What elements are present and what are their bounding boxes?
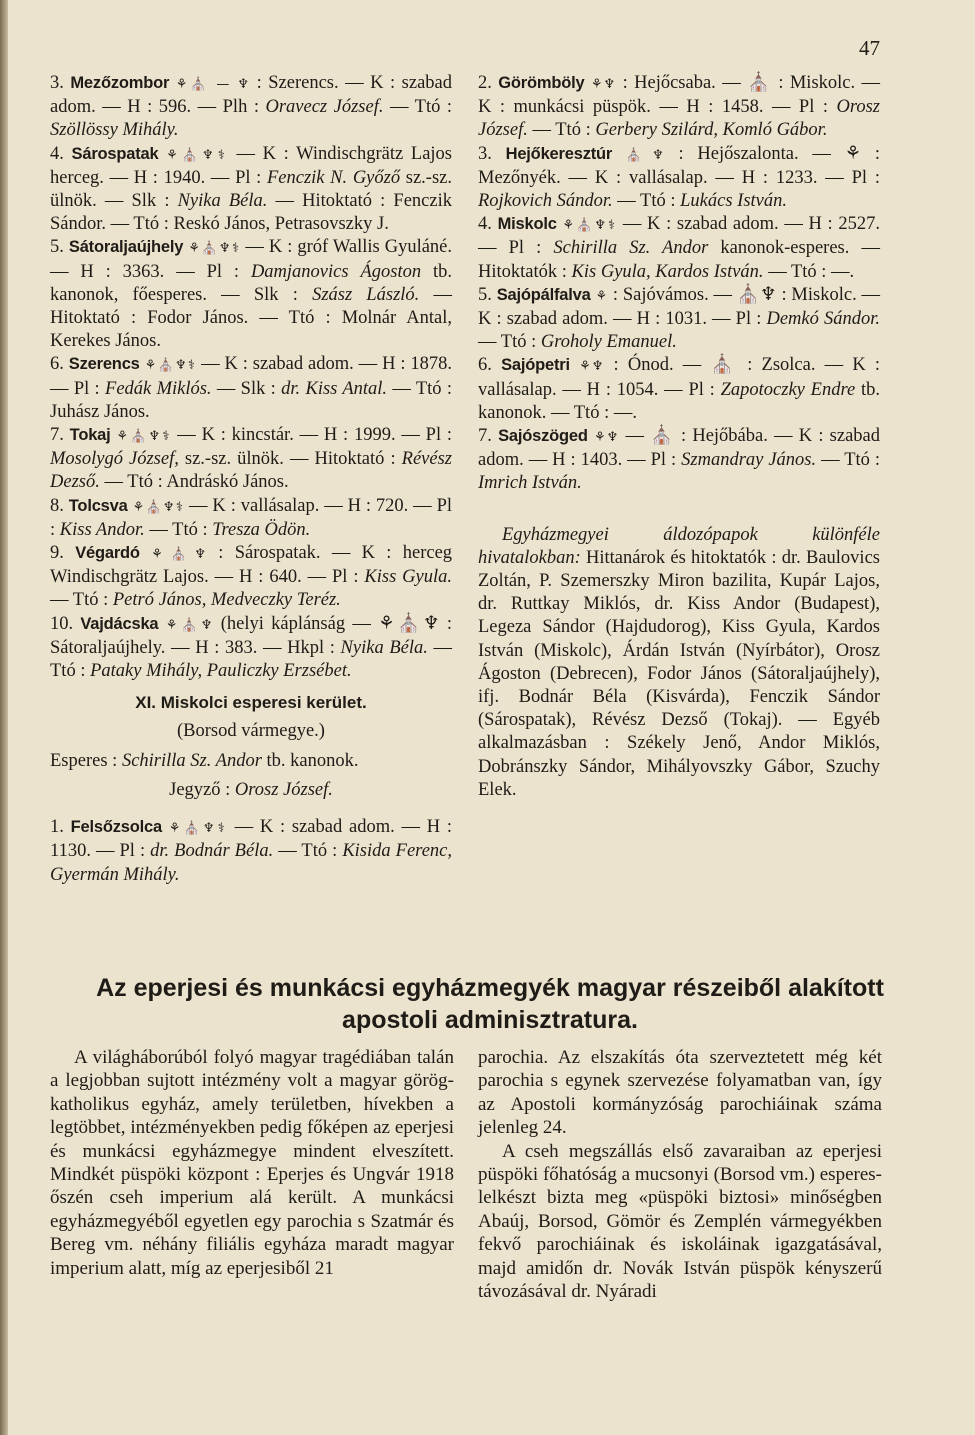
section-subtitle: (Borsod vármegye.) <box>177 721 325 742</box>
parish-name: Görömböly <box>498 74 585 92</box>
entry-number: 7. <box>478 426 492 447</box>
entry-number: 9. <box>50 543 64 564</box>
entry-number: 3. <box>50 73 64 93</box>
article-heading-line1: Az eperjesi és munkácsi egyházmegyék magyar részeiből alakított <box>96 974 884 1002</box>
entry-number: 8. <box>50 495 64 516</box>
entry-italic-name-2: Szöllössy Mihály. <box>50 120 179 141</box>
entry-text-tail: — Ttó : —. <box>763 261 855 282</box>
entry-text-mid: — Slk : <box>211 378 282 399</box>
article-heading-line2: apostoli adminisztratura. <box>342 1006 638 1034</box>
entry-italic-name-2: Tresza Ödön. <box>212 519 311 540</box>
parish-name: Végardó <box>75 544 140 563</box>
entry-text: : Ónod. — ⛪ : Zsolca. — K : vallásalap. — H : 1054. — Pl : <box>478 355 881 400</box>
parish-name: Szerencs <box>68 355 140 374</box>
parish-symbols: ⚘ <box>595 288 609 304</box>
entry-text-mid: — Ttó : <box>273 841 343 862</box>
parish-entry <box>50 542 452 613</box>
entry-text: — K : szabad adom. — H : 1878. — Pl : <box>50 354 453 399</box>
entry-italic-name-2: Imrich István. <box>478 473 582 494</box>
entry-italic-name: Kiss Gyula. <box>364 567 453 588</box>
page-number: 47 <box>859 36 880 60</box>
entry-italic-name-2: Groholy Emanuel. <box>540 332 677 353</box>
parish-symbols: ⚘⛪♆⚕ <box>188 241 241 257</box>
special-assignments <box>478 524 880 802</box>
parish-entry <box>50 424 452 495</box>
dean-label: Esperes : <box>50 750 118 771</box>
entry-text-mid: — Ttó : <box>383 97 453 118</box>
prose-right-paragraph-2: A cseh megszállás első zavaraiban az eperjesi püspöki főhatóság a mucsonyi (Borsod vm.) esperes-lelkészt bizta meg «püspöki biztosi» minőségben Abaúj, Borsod, Gömör és Zemplén vármegyékben fekvő parochiáinak és iskoláinak igazgatásával, majd amidőn dr. Novák István püspök kényszerű távozásával dr. Nyáradi <box>478 1140 882 1303</box>
entry-italic-name: Szmandray János. <box>681 450 817 471</box>
entry-text: : Hejőcsaba. — ⛪ : Miskolc. — K : munkácsi püspök. — H : 1458. — Pl : <box>478 73 881 118</box>
parish-name: Vajdácska <box>80 614 159 633</box>
parish-symbols: ⚘⛪♆⚕ <box>168 821 228 837</box>
entry-italic-name-2: Petró János, Medveczky Teréz. <box>112 590 341 611</box>
parish-entry <box>50 613 452 684</box>
parish-symbols: ⛪♆ <box>625 147 665 163</box>
entry-number: 4. <box>478 214 492 235</box>
entry-text-mid: — Ttó : <box>478 332 541 353</box>
notary-line <box>50 779 452 802</box>
section-title: XI. Miskolci esperesi kerület. <box>135 693 367 713</box>
entry-italic-name: Zapotoczky Endre <box>720 379 856 400</box>
parish-entry <box>478 354 880 425</box>
entry-italic-name-2: dr. Kiss Antal. <box>281 378 388 399</box>
entry-italic-name: Oravecz József. <box>265 97 384 118</box>
entry-text: : Szerencs. — K : szabad adom. — H : 596. — Plh : <box>50 73 453 118</box>
entry-text: : Hejőszalonta. — ⚘ : Mezőnyék. — K : vallásalap. — H : 1233. — Pl : <box>478 143 881 188</box>
parish-symbols: ⚘♆ <box>593 430 620 446</box>
prose-left-paragraph: A világháborúból folyó magyar tragédiában talán a legjobban sujtott intézmény volt a magyar görög-katholikus egyház, amely területben, hívekben a legtöbbet, intézményekben pedig főképen az eperjesi és munkácsi egyházmegye mindent elveszített. Mindkét püspöki központ : Eperjes és Ungvár 1918 őszén cseh imperium alá került. A munkácsi egyházmegyéből egyetlen egy parochia s Szatmár és Bereg vm. néhány filiális egyháza maradt magyar imperium alatt, míg az eperjesiből 21 <box>50 1047 454 1279</box>
parish-entry <box>478 284 880 355</box>
entry-text-mid: — Ttó : <box>612 191 681 212</box>
left-entries-after <box>50 816 452 887</box>
entry-italic-name-2: Gerbery Szilárd, Komló Gábor. <box>595 120 828 141</box>
entry-italic-name-2: Szász László. <box>312 284 420 305</box>
entry-number: 6. <box>50 354 64 375</box>
entry-number: 5. <box>478 284 492 305</box>
parish-name: Tolcsva <box>68 496 128 515</box>
parish-symbols: ⚘⛪♆⚕ <box>132 499 185 515</box>
prose-right <box>478 1046 882 1303</box>
entry-text: — K : kincstár. — H : 1999. — Pl : <box>171 425 453 446</box>
entry-italic-name-2: Nyika Béla. <box>177 191 268 212</box>
entry-italic-name: Nyika Béla. <box>340 637 428 658</box>
parish-name: Mezőzombor <box>70 74 170 92</box>
parish-entry <box>478 425 880 496</box>
entry-italic-name: Orosz József. <box>478 97 880 141</box>
notary-label: Jegyző : <box>169 779 231 800</box>
entry-italic-name-2: Pataky Mihály, Pauliczky Erzsébet. <box>90 661 352 682</box>
entry-text-mid: tb. kanonok, főesperes. — Slk : <box>50 261 452 305</box>
entry-text-mid: sz.-sz. ülnök. — Slk : <box>50 167 452 212</box>
entry-italic-name: Kiss Andor. <box>59 519 145 540</box>
entry-text: (helyi káplánság — ⚘⛪♆ : Sátoraljaújhely. — H : 383. — Hkpl : <box>50 613 452 658</box>
entry-text: — K : Windischgrätz Lajos herceg. — H : 1940. — Pl : <box>50 143 452 188</box>
parish-name: Miskolc <box>497 215 557 234</box>
parish-symbols: ⚘♆ <box>590 77 617 92</box>
parish-symbols: ⚘⛪ — ♆ <box>175 77 251 92</box>
entry-italic-name: Schirilla Sz. Andor <box>553 238 709 259</box>
entry-text-mid: — Ttó : <box>527 120 596 141</box>
entry-text-mid: tb. kanonok. — Ttó : —. <box>478 379 880 423</box>
parish-entry <box>50 353 452 424</box>
article-heading <box>40 972 940 1036</box>
parish-name: Tokaj <box>69 426 111 445</box>
entry-number: 7. <box>50 425 64 446</box>
prose-right-paragraph-1: parochia. Az elszakítás óta szerveztetett még két parochia s egynek szervezése folyamatban van, így az Apostoli kormányzóság parochiáinak száma jelenleg 24. <box>478 1047 882 1139</box>
entry-italic-name: Fenczik N. Győző <box>266 167 401 188</box>
parish-symbols: ⚘⛪♆ <box>151 547 207 563</box>
notary-name: Orosz József. <box>234 779 333 800</box>
entry-text-mid: kanonok-esperes. — Hitoktatók : <box>478 238 880 282</box>
parish-symbols: ⚘♆ <box>579 359 605 375</box>
parish-entry <box>50 495 452 542</box>
parish-entry <box>50 236 452 353</box>
entry-text-mid: — Ttó : <box>50 637 453 682</box>
parish-entry <box>50 816 452 887</box>
page-edge <box>0 0 8 1435</box>
entry-text-mid: — Ttó : <box>816 450 881 471</box>
parish-entry <box>478 143 880 214</box>
parish-symbols: ⚘⛪♆⚕ <box>116 429 172 445</box>
entry-number: 2. <box>478 73 492 93</box>
entry-italic-name: Mosolygó József, <box>50 449 179 470</box>
parish-name: Hejőkeresztúr <box>505 144 613 163</box>
dean-line <box>50 750 452 773</box>
prose-left <box>50 1046 454 1280</box>
entry-italic-name: Rojkovich Sándor. <box>478 191 613 212</box>
parish-symbols: ⚘⛪♆⚕ <box>144 358 197 374</box>
right-column <box>478 72 880 802</box>
entry-italic-name: Demkó Sándor. <box>766 309 880 330</box>
parish-name: Felsőzsolca <box>70 818 162 837</box>
special-heading: Egyházmegyei áldozópapok különféle hivatalokban: <box>478 524 880 568</box>
parish-name: Sajópetri <box>501 356 570 375</box>
entry-italic-name-2: Kis Gyula, Kardos István. <box>571 261 764 282</box>
entry-number: 4. <box>50 143 64 164</box>
entry-text-tail: — Ttó : Juhász János. <box>50 378 452 422</box>
parish-name: Sátoraljaújhely <box>68 238 184 257</box>
left-column <box>50 72 452 887</box>
entry-text-tail: — Ttó : Andráskó János. <box>99 472 289 493</box>
entry-text: : Sárospatak. — K : herceg Windischgrätz Lajos. — H : 640. — Pl : <box>50 543 453 588</box>
entry-text: — K : szabad adom. — H : 1130. — Pl : <box>50 817 453 862</box>
dean-rest: tb. kanonok. <box>261 750 359 771</box>
parish-entry <box>478 72 880 143</box>
entry-text-tail: — Hitoktató : Fenczik Sándor. — Ttó : Reskó János, Petrasovszky J. <box>50 191 452 235</box>
entry-italic-name: Fedák Miklós. <box>105 378 212 399</box>
right-entries <box>478 72 880 496</box>
parish-name: Sajópálfalva <box>496 285 591 304</box>
parish-name: Sajószöged <box>498 427 588 446</box>
left-entries <box>50 72 452 683</box>
entry-number: 1. <box>50 817 64 838</box>
entry-italic-name-2: Lukács István. <box>680 191 787 212</box>
entry-number: 10. <box>50 613 74 634</box>
entry-text: — ⛪ : Hejőbába. — K : szabad adom. — H : 1403. — Pl : <box>478 426 880 471</box>
entry-number: 3. <box>478 143 492 164</box>
parish-name: Sárospatak <box>71 144 159 163</box>
special-text: Hittanárok és hitoktatók : dr. Baulovics Zoltán, P. Szemerszky Miron bazilita, Kupár Lajos, dr. Ruttkay Miklós, dr. Kiss Andor (Budapest), Legeza Sándor (Hajdudorog), Kiss Gyula, Kardos István (Miskolc), Árdán István (Nyírbátor), Orosz Ágoston (Debrecen), Fodor János (Sátoraljaújhely), ifj. Bodnár Béla (Kisvárda), Fenczik Sándor (Sárospatak), Révész Dezső (Tokaj). — Egyéb alkalmazásban : Székely Jenő, Andor Miklós, Dobránszky Sándor, Mihályovszky Gábor, Szuchy Elek. <box>478 547 880 800</box>
entry-text: — K : vallásalap. — H : 720. — Pl : <box>50 495 453 540</box>
entry-italic-name-2: Kisida Ferenc, Gyermán Mihály. <box>50 841 452 885</box>
parish-entry <box>478 213 880 284</box>
entry-number: 6. <box>478 355 492 376</box>
entry-text: — K : szabad adom. — H : 2527. — Pl : <box>478 214 881 259</box>
dean-name: Schirilla Sz. Andor <box>121 750 262 771</box>
entry-text-mid: — Ttó : <box>144 519 213 540</box>
entry-text-mid: — Ttó : <box>50 590 113 611</box>
entry-italic-name-2: Révész Dezső. <box>50 449 452 493</box>
entry-number: 5. <box>50 237 64 258</box>
entry-text: : Sajóvámos. — ⛪♆ : Miskolc. — K : szabad adom. — H : 1031. — Pl : <box>478 284 881 330</box>
parish-entry <box>50 72 452 143</box>
parish-symbols: ⚘⛪♆⚕ <box>562 218 618 234</box>
entry-text-mid: sz.-sz. ülnök. — Hitoktató : <box>178 449 402 470</box>
parish-symbols: ⚘⛪♆ <box>165 617 214 633</box>
entry-text: — K : gróf Wallis Gyuláné. — H : 3363. — Pl : <box>50 237 453 282</box>
entry-italic-name: Damjanovics Ágoston <box>250 261 422 282</box>
parish-entry <box>50 143 452 237</box>
entry-text-tail: — Hitoktató : Fodor János. — Ttó : Molnár Antal, Kerekes János. <box>50 284 452 352</box>
parish-symbols: ⚘⛪♆⚕ <box>166 147 229 163</box>
entry-italic-name: dr. Bodnár Béla. <box>150 841 274 862</box>
